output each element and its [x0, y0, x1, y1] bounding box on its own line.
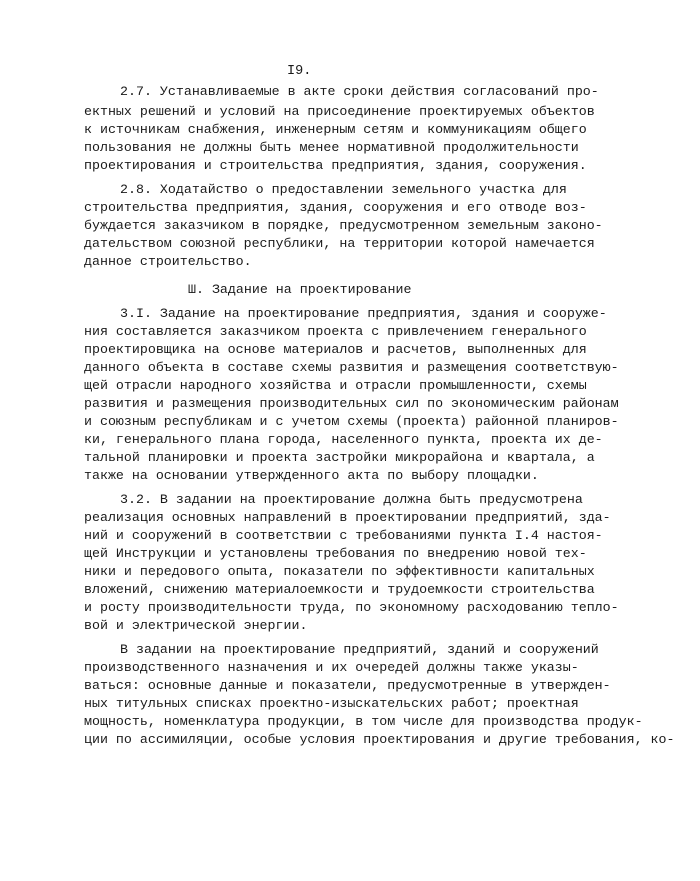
text-line: 3.2. В задании на проектирование должна быть предусмотрена — [120, 492, 583, 507]
text-line: ектных решений и условий на присоединение проектируемых объектов — [84, 104, 595, 119]
text-line: ники и передового опыта, показатели по эффективности капитальных — [84, 564, 595, 579]
text-line: к источникам снабжения, инженерным сетям и коммуникациям общего — [84, 122, 587, 137]
text-line: мощность, номенклатура продукции, в том числе для производства продук- — [84, 714, 643, 729]
text-line: щей Инструкции и установлены требования по внедрению новой тех- — [84, 546, 587, 561]
text-line: проектировщика на основе материалов и расчетов, выполненных для — [84, 342, 587, 357]
text-line: ний и сооружений в соответствии с требованиями пункта I.4 настоя- — [84, 528, 603, 543]
text-line: ных титульных списках проектно-изыскательских работ; проектная — [84, 696, 579, 711]
text-line: производственного назначения и их очередей должны также указы- — [84, 660, 579, 675]
text-line: пользования не должны быть менее нормативной продолжительности — [84, 140, 579, 155]
text-line: развития и размещения производительных сил по экономическим районам — [84, 396, 619, 411]
text-line: данное строительство. — [84, 254, 252, 269]
text-line: вой и электрической энергии. — [84, 618, 308, 633]
text-line: 2.7. Устанавливаемые в акте сроки действия согласований про- — [120, 84, 599, 99]
page-number: I9. — [287, 64, 312, 79]
text-line: ции по ассимиляции, особые условия проектирования и другие требования, ко- — [84, 732, 675, 747]
text-line: В задании на проектирование предприятий, зданий и сооружений — [120, 642, 599, 657]
text-line: реализация основных направлений в проектировании предприятий, зда- — [84, 510, 611, 525]
text-line: данного объекта в составе схемы развития и размещения соответствую- — [84, 360, 619, 375]
text-line: ваться: основные данные и показатели, предусмотренные в утвержден- — [84, 678, 611, 693]
text-line: дательством союзной республики, на территории которой намечается — [84, 236, 595, 251]
text-line: также на основании утвержденного акта по выбору площадки. — [84, 468, 539, 483]
text-line: строительства предприятия, здания, сооружения и его отводе воз- — [84, 200, 587, 215]
text-line: проектирования и строительства предприятия, здания, сооружения. — [84, 158, 587, 173]
text-line: ки, генерального плана города, населенного пункта, проекта их де- — [84, 432, 603, 447]
text-line: тальной планировки и проекта застройки микрорайона и квартала, а — [84, 450, 595, 465]
text-line: 2.8. Ходатайство о предоставлении земельного участка для — [120, 182, 567, 197]
text-line: щей отрасли народного хозяйства и отрасли промышленности, схемы — [84, 378, 587, 393]
text-line: ния составляется заказчиком проекта с привлечением генерального — [84, 324, 587, 339]
text-line: и росту производительности труда, по экономному расходованию тепло- — [84, 600, 619, 615]
section-heading: Ш. Задание на проектирование — [188, 282, 412, 297]
text-line: буждается заказчиком в порядке, предусмотренном земельным законо- — [84, 218, 603, 233]
text-line: вложений, снижению материалоемкости и трудоемкости строительства — [84, 582, 595, 597]
text-line: и союзным республикам и с учетом схемы (проекта) районной планиров- — [84, 414, 619, 429]
text-line: 3.I. Задание на проектирование предприятия, здания и сооруже- — [120, 306, 607, 321]
